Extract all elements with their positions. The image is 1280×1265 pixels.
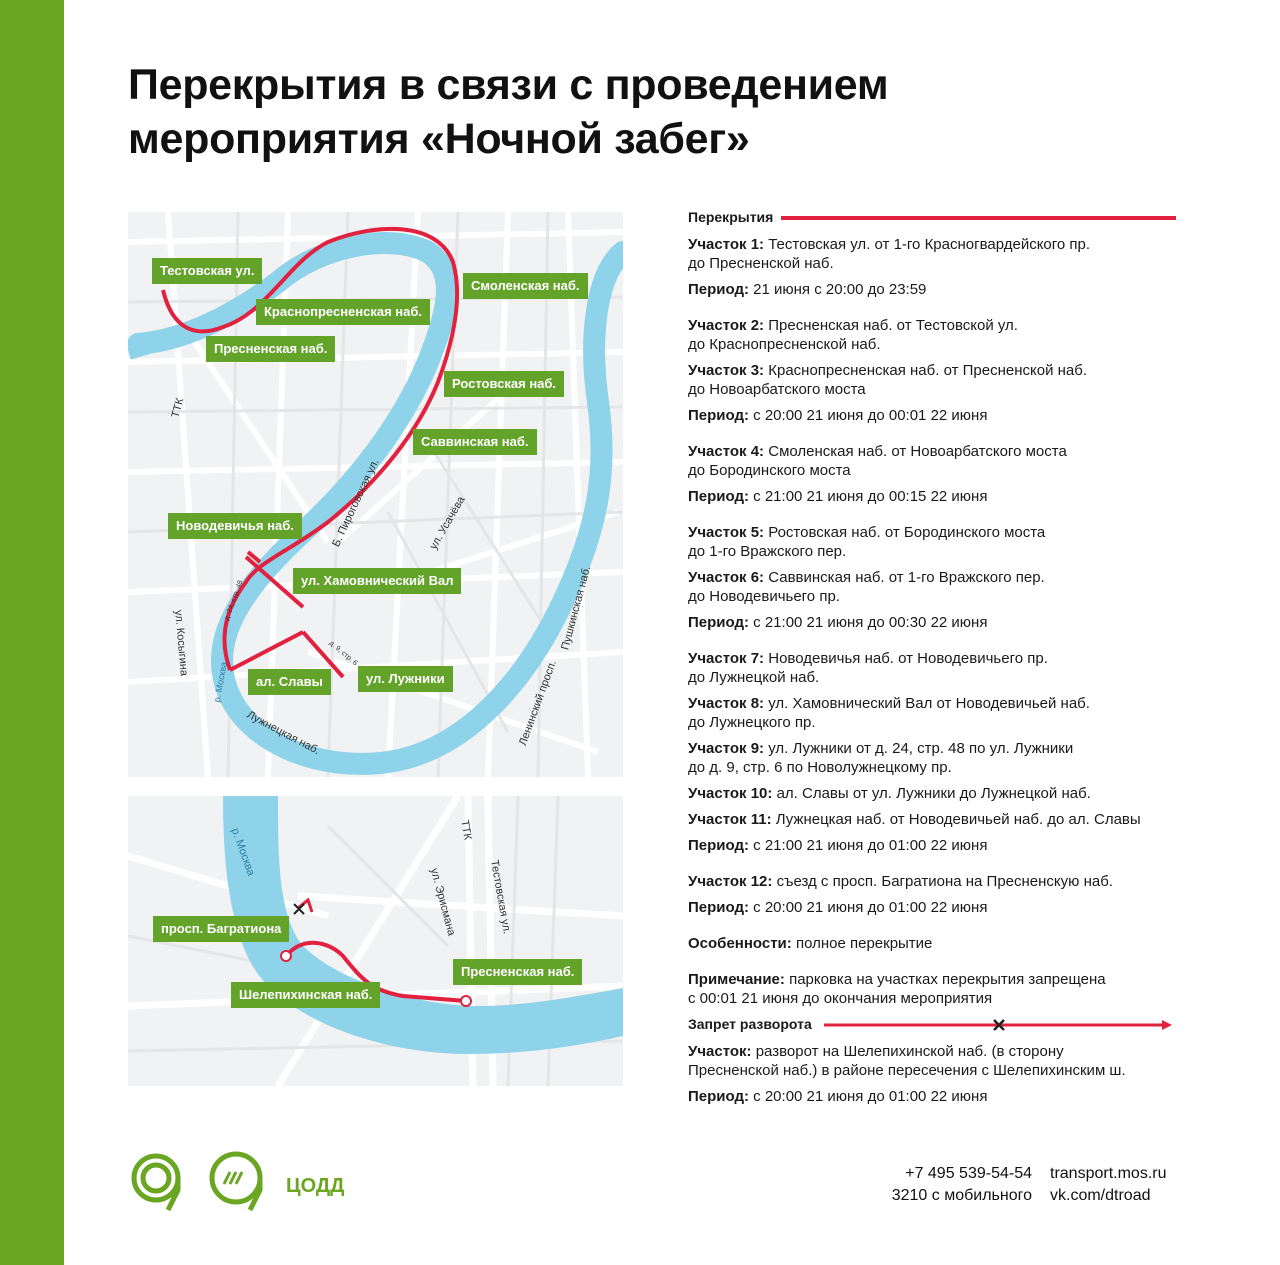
legend-item-key: Участок 11:: [688, 811, 772, 828]
legend-item-value: с 21:00 21 июня до 01:00 22 июня: [753, 837, 988, 854]
street-d9: д. 9, стр. 6: [327, 639, 359, 668]
river-west: [128, 344, 148, 350]
street-river-2: р. Москва: [228, 826, 258, 878]
legend-item-value-line2: до 1-го Вражского пер.: [688, 543, 847, 560]
closure-point-start: [281, 951, 291, 961]
legend-item-value-line2: до Новодевичьего пр.: [688, 588, 840, 605]
map-main: [128, 212, 623, 777]
legend-item-value-line2: до д. 9, стр. 6 по Новолужнецкому пр.: [688, 759, 952, 776]
label-presnenskaya: Пресненская наб.: [206, 336, 335, 362]
closures-header: [688, 208, 1208, 227]
label-testovskaya: Тестовская ул.: [152, 258, 262, 284]
legend-item-value-line2: с 00:01 21 июня до окончания мероприятия: [688, 990, 993, 1007]
legend-item-value: Саввинская наб. от 1-го Вражского пер.: [768, 569, 1045, 586]
street-ttk-2: ТТК: [458, 819, 474, 841]
legend-item-key: Участок 3:: [688, 362, 765, 379]
legend-spacer: [688, 1113, 1208, 1123]
links-block: [1050, 1163, 1166, 1207]
phone-number[interactable]: +7 495 539-54-54: [905, 1165, 1032, 1182]
logo-9-icon: [128, 1150, 192, 1219]
legend-item-value-line2: до Краснопресненской наб.: [688, 336, 881, 353]
mobile-number[interactable]: 3210 с мобильного: [891, 1187, 1032, 1204]
uturn-header: [688, 1015, 1208, 1034]
site-link[interactable]: transport.mos.ru: [1050, 1165, 1167, 1182]
street-d24: д. 24, стр. 48: [223, 579, 245, 622]
label-presnenskaya-2: Пресненская наб.: [453, 959, 582, 985]
closures-header-text: Перекрытия: [688, 209, 774, 225]
label-bagrationa: просп. Багратиона: [153, 916, 289, 942]
legend-spacer: [688, 862, 1208, 872]
legend-item-key: Участок 5:: [688, 524, 765, 541]
street-leninsky: Ленинский просп.: [516, 658, 560, 748]
legend-item-key: Период:: [688, 281, 749, 298]
legend-item-key: Период:: [688, 899, 749, 916]
label-slavy: ал. Славы: [248, 669, 331, 695]
closure-line-swatch: [781, 216, 1176, 220]
legend-item-key: Особенности:: [688, 935, 792, 952]
legend-item: [688, 568, 1208, 606]
legend-item-key: Участок 9:: [688, 740, 765, 757]
title-line-1: Перекрытия в связи с проведением: [128, 61, 889, 109]
legend-item-key: Период:: [688, 1088, 749, 1105]
legend-item: [688, 872, 1208, 891]
street-erismana: ул. Эрисмана: [427, 866, 458, 938]
legend-spacer: [688, 432, 1208, 442]
label-krasnopresnenskaya: Краснопресненская наб.: [256, 299, 430, 325]
legend-item: [688, 694, 1208, 732]
legend-item-value-line2: до Бородинского моста: [688, 462, 851, 479]
legend-item-value: Смоленская наб. от Новоарбатского моста: [768, 443, 1067, 460]
legend-item-value: Тестовская ул. от 1-го Красногвардейского пр.: [768, 236, 1091, 253]
legend-spacer: [688, 513, 1208, 523]
legend-item-value-line2: до Лужнецкой наб.: [688, 669, 820, 686]
street-ttk: ТТК: [169, 396, 187, 420]
legend-item-key: Участок:: [688, 1043, 752, 1060]
label-rostovskaya: Ростовская наб.: [444, 371, 564, 397]
street-luzhnetskaya: Лужнецкая наб.: [244, 708, 322, 758]
legend-item-key: Участок 8:: [688, 695, 765, 712]
legend-item: [688, 361, 1208, 399]
legend-spacer: [688, 960, 1208, 970]
street-testovskaya-2: Тестовская ул.: [488, 859, 513, 935]
legend-item-key: Период:: [688, 488, 749, 505]
legend-item-value: Новодевичья наб. от Новодевичьего пр.: [768, 650, 1048, 667]
legend-item-value: ул. Хамовнический Вал от Новодевичьей наб.: [768, 695, 1090, 712]
map-bagrationa: [128, 796, 623, 1086]
legend-item: [688, 523, 1208, 561]
label-smolenskaya: Смоленская наб.: [463, 273, 588, 299]
legend-item-value: Пресненская наб. от Тестовской ул.: [768, 317, 1018, 334]
legend-item: [688, 934, 1208, 953]
legend-item: [688, 406, 1208, 425]
legend-item-value: 21 июня с 20:00 до 23:59: [753, 281, 927, 298]
uturn-line-swatch: [824, 1018, 1174, 1032]
legend-item-value-line2: до Пресненской наб.: [688, 255, 834, 272]
legend-item-value: с 20:00 21 июня до 01:00 22 июня: [753, 1088, 988, 1105]
legend: [688, 208, 1208, 1123]
legend-item-value: ал. Славы от ул. Лужники до Лужнецкой наб.: [776, 785, 1091, 802]
legend-item-value: ул. Лужники от д. 24, стр. 48 по ул. Лужники: [768, 740, 1074, 757]
phone-block: [862, 1163, 1032, 1207]
closure-point-end: [461, 996, 471, 1006]
legend-item: [688, 810, 1208, 829]
uturn-items: [688, 1042, 1208, 1123]
legend-item-value: разворот на Шелепихинской наб. (в сторону: [755, 1043, 1064, 1060]
legend-item: [688, 235, 1208, 273]
street-river: р. Москва: [211, 661, 229, 703]
legend-item-value: с 20:00 21 июня до 01:00 22 июня: [753, 899, 988, 916]
legend-item-value: полное перекрытие: [795, 935, 933, 952]
title-line-2: мероприятия «Ночной забег»: [128, 115, 750, 163]
legend-item-value-line2: Пресненской наб.) в районе пересечения с Шелепихинским ш.: [688, 1062, 1126, 1079]
legend-item-value: с 20:00 21 июня до 00:01 22 июня: [753, 407, 988, 424]
label-khamovnichesky: ул. Хамовнический Вал: [293, 568, 461, 594]
legend-item: [688, 649, 1208, 687]
green-side-bar: [0, 0, 64, 1265]
legend-item-value: Краснопресненская наб. от Пресненской наб.: [768, 362, 1088, 379]
vk-link[interactable]: vk.com/dtroad: [1050, 1187, 1151, 1204]
legend-item: [688, 316, 1208, 354]
legend-item-value-line2: до Лужнецкого пр.: [688, 714, 816, 731]
legend-item: [688, 613, 1208, 632]
legend-item-key: Примечание:: [688, 971, 785, 988]
legend-item: [688, 836, 1208, 855]
label-luzhniki: ул. Лужники: [358, 666, 453, 692]
legend-item: [688, 739, 1208, 777]
legend-item-key: Участок 4:: [688, 443, 765, 460]
legend-item: [688, 280, 1208, 299]
legend-item-key: Участок 10:: [688, 785, 773, 802]
label-shelepikhinskaya: Шелепихинская наб.: [231, 982, 380, 1008]
street-pushkinskaya: Пушкинская наб.: [559, 564, 594, 652]
legend-item-key: Участок 2:: [688, 317, 765, 334]
legend-item-value: с 21:00 21 июня до 00:15 22 июня: [753, 488, 988, 505]
legend-item: [688, 1087, 1208, 1106]
street-pirogovskaya: Б. Пироговская ул.: [330, 457, 382, 549]
legend-item-key: Участок 7:: [688, 650, 765, 667]
legend-item-value: Ростовская наб. от Бородинского моста: [768, 524, 1046, 541]
legend-item: [688, 898, 1208, 917]
legend-item-key: Период:: [688, 407, 749, 424]
legend-item-key: Участок 1:: [688, 236, 765, 253]
page-title: [128, 58, 1028, 166]
legend-spacer: [688, 924, 1208, 934]
legend-item-value: с 21:00 21 июня до 00:30 22 июня: [753, 614, 988, 631]
legend-spacer: [688, 639, 1208, 649]
legend-items: [688, 235, 1208, 1008]
street-usacheva: ул. Усачёва: [427, 494, 468, 552]
legend-item: [688, 487, 1208, 506]
legend-spacer: [688, 306, 1208, 316]
street-kosygina: ул. Косыгина: [172, 609, 190, 677]
legend-item: [688, 442, 1208, 480]
legend-item-value: Лужнецкая наб. от Новодевичьей наб. до ал. Славы: [775, 811, 1141, 828]
legend-item-value-line2: до Новоарбатского моста: [688, 381, 866, 398]
label-savvinskaya: Саввинская наб.: [413, 429, 537, 455]
legend-item-key: Участок 6:: [688, 569, 765, 586]
legend-item-key: Период:: [688, 614, 749, 631]
label-novodevichya: Новодевичья наб.: [168, 513, 302, 539]
brand-name: ЦОДД: [286, 1175, 345, 1197]
uturn-header-text: Запрет разворота: [688, 1016, 812, 1032]
logo-codd-icon: [206, 1150, 270, 1219]
legend-item-key: Участок 12:: [688, 873, 773, 890]
legend-item: [688, 970, 1208, 1008]
legend-item-key: Период:: [688, 837, 749, 854]
legend-item-value: парковка на участках перекрытия запрещена: [789, 971, 1106, 988]
legend-item: [688, 1042, 1208, 1080]
legend-item-value: съезд с просп. Багратиона на Пресненскую наб.: [776, 873, 1113, 890]
legend-item: [688, 784, 1208, 803]
